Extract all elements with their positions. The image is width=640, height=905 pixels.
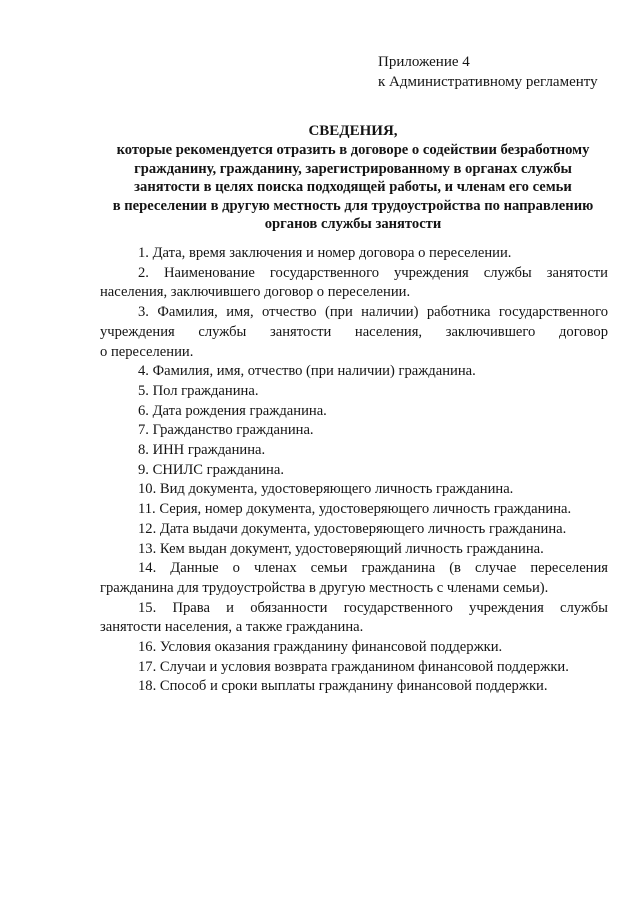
list-item-text: 5. Пол гражданина. — [138, 382, 259, 399]
list-item — [100, 540, 608, 560]
document-heading — [88, 122, 618, 233]
list-item-text: 3. Фамилия, имя, отчество (при наличии) работника государственного — [138, 304, 608, 321]
list-item — [100, 520, 608, 540]
list-item — [100, 480, 608, 500]
list-item-text: 7. Гражданство гражданина. — [138, 422, 314, 439]
list-item — [100, 264, 608, 303]
heading-title: СВЕДЕНИЯ, — [308, 123, 398, 139]
list-item-text: 4. Фамилия, имя, отчество (при наличии) гражданина. — [138, 363, 476, 380]
list-item — [100, 677, 608, 697]
list-item-text: 14. Данные о членах семьи гражданина (в случае переселения — [138, 560, 608, 577]
list-item — [100, 658, 608, 678]
heading-line: которые рекомендуется отразить в договоре о содействии безработному — [116, 142, 590, 159]
list-item — [100, 599, 608, 638]
list-item — [100, 303, 608, 362]
list-item-text: 6. Дата рождения гражданина. — [138, 402, 327, 419]
list-item-text: 8. ИНН гражданина. — [138, 442, 266, 459]
appendix-number: Приложение 4 — [378, 54, 470, 70]
list-item — [100, 382, 608, 402]
list-item-text: 1. Дата, время заключения и номер договора о переселении. — [138, 245, 512, 261]
list-item-text: 18. Способ и сроки выплаты гражданину финансовой поддержки. — [138, 678, 548, 695]
list-item-text: 12. Дата выдачи документа, удостоверяющего личность гражданина. — [138, 520, 567, 537]
appendix-reference — [378, 52, 598, 92]
list-item — [100, 638, 608, 658]
list-item-text: 17. Случаи и условия возврата гражданином финансовой поддержки. — [138, 658, 569, 675]
list-item-continuation: занятости населения, а также гражданина. — [100, 619, 364, 636]
list-item — [100, 461, 608, 481]
heading-line: занятости в целях поиска подходящей работы, и членам его семьи — [134, 179, 572, 196]
list-item-continuation: о переселении. — [100, 343, 194, 360]
list-item-text: 2. Наименование государственного учреждения службы занятости — [138, 264, 608, 281]
items-list — [100, 244, 608, 697]
list-item-text: 13. Кем выдан документ, удостоверяющий личность гражданина. — [138, 540, 544, 557]
appendix-regulation: к Административному регламенту — [378, 74, 598, 90]
list-item — [100, 421, 608, 441]
list-item — [100, 559, 608, 598]
list-item — [100, 402, 608, 422]
list-item — [100, 441, 608, 461]
heading-line: органов службы занятости — [264, 216, 442, 233]
list-item-text: 9. СНИЛС гражданина. — [138, 461, 284, 478]
list-item-continuation: гражданина для трудоустройства в другую местность с членами семьи). — [100, 579, 549, 596]
list-item-text: 10. Вид документа, удостоверяющего личность гражданина. — [138, 481, 514, 498]
heading-line: в переселении в другую местность для трудоустройства по направлению — [112, 197, 594, 214]
list-item-continuation: населения, заключившего договор о переселении. — [100, 284, 411, 301]
list-item-text: 11. Серия, номер документа, удостоверяющего личность гражданина. — [138, 501, 572, 518]
list-item-text: 15. Права и обязанности государственного учреждения службы — [138, 599, 608, 616]
list-item-text: 16. Условия оказания гражданину финансовой поддержки. — [138, 639, 503, 656]
list-item-continuation: учреждения службы занятости населения, заключившего договор — [100, 323, 608, 340]
list-item — [100, 362, 608, 382]
list-item — [100, 500, 608, 520]
heading-line: гражданину, гражданину, зарегистрированному в органах службы — [134, 160, 572, 177]
list-item — [100, 244, 608, 264]
